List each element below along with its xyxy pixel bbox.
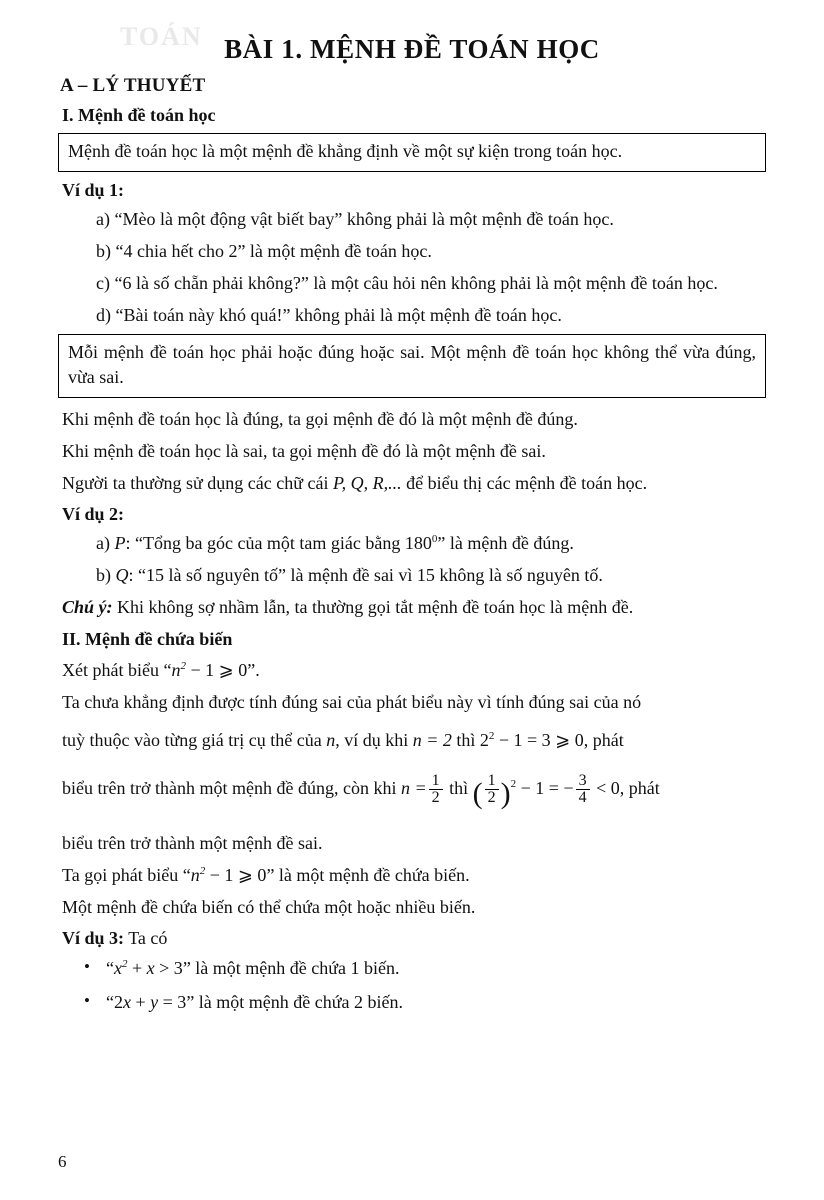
varline2-text-a: tuỳ thuộc vào từng giá trị cụ thể của — [62, 729, 327, 750]
section-heading-a: A – LÝ THUYẾT — [60, 75, 206, 97]
example-2-label: Ví dụ 2: — [62, 503, 125, 524]
varline3-text-d: < 0, — [591, 777, 625, 798]
example-2-item-a — [62, 530, 766, 557]
varline3-fraction-three-fourths — [576, 773, 590, 808]
example-3-list — [58, 955, 766, 1017]
list-item — [106, 989, 766, 1017]
variable-paragraph-line-3 — [62, 764, 766, 824]
example-2-item-b — [62, 562, 766, 589]
varline2-text-b: , ví dụ khi — [335, 729, 413, 750]
varline3-fraction2-numerator: 3 — [578, 771, 587, 789]
item2-var1: x — [123, 991, 131, 1012]
statement-variable: n — [171, 659, 181, 680]
varline3-text-c: − 1 = − — [516, 777, 574, 798]
example-1-item-d: d) “Bài toán này khó quá!” không phải là một mệnh đề toán học. — [96, 304, 562, 325]
section-heading-2: II. Mệnh đề chứa biến — [62, 628, 233, 649]
varline2-text-d: phát — [588, 729, 624, 750]
item2-rest: = 3 — [158, 991, 187, 1012]
varline2-equation-2-rest: − 1 = 3 ⩾ 0, — [494, 729, 589, 750]
example-1-label: Ví dụ 1: — [62, 179, 125, 200]
varline3-variable-n: n = — [400, 777, 427, 798]
item1-suffix: ” là một mệnh đề chứa 1 biến. — [182, 957, 400, 978]
varline2-equation-1: n = 2 — [412, 729, 452, 750]
varline3-fraction-denominator: 2 — [429, 789, 443, 807]
example-2-b-text: : “15 là số nguyên tố” là mệnh đề sai vì 15 không là số nguyên tố. — [128, 564, 603, 585]
call-superscript: 2 — [199, 864, 206, 877]
definition-box-1: Mệnh đề toán học là một mệnh đề khẳng định về một sự kiện trong toán học. — [58, 133, 766, 172]
page-title: BÀI 1. MỆNH ĐỀ TOÁN HỌC — [224, 34, 600, 64]
example-2-a-text-1: : “Tổng ba góc của một tam giác bằng 180 — [125, 532, 432, 553]
varline2-equation-2-base: 2 — [479, 729, 489, 750]
note-paragraph — [62, 594, 766, 621]
statement-line — [62, 657, 766, 684]
right-paren: ) — [500, 776, 511, 810]
note-text: Khi không sợ nhầm lẫn, ta thường gọi tắt mệnh đề toán học là mệnh đề. — [112, 596, 634, 617]
paragraph-letters-before: Người ta thường sử dụng các chữ cái — [62, 472, 333, 493]
varline3-paren-numerator: 1 — [487, 771, 496, 789]
item1-var2: x — [146, 957, 155, 978]
example-3-text: Ta có — [124, 927, 168, 948]
watermark-text: TOÁN — [120, 22, 203, 51]
variable-paragraph-line-4: biểu trên trở thành một mệnh đề sai. — [62, 832, 323, 853]
list-item — [106, 955, 766, 983]
varline2-text-c: thì — [451, 729, 480, 750]
item2-suffix: ” là một mệnh đề chứa 2 biến. — [186, 991, 403, 1012]
call-prefix: Ta gọi phát biểu “ — [62, 864, 191, 885]
definition-box-2: Mỗi mệnh đề toán học phải hoặc đúng hoặc sai. Một mệnh đề toán học không thể vừa đúng, vừa sai. — [58, 334, 766, 398]
varline2-equation-2-superscript: 2 — [488, 729, 495, 742]
paragraph-letters — [62, 470, 766, 497]
example-1-item-c: c) “6 là số chẵn phải không?” là một câu hỏi nên không phải là một mệnh đề toán học. — [96, 272, 718, 293]
example-1-item-a: a) “Mèo là một động vật biết bay” không phải là một mệnh đề toán học. — [96, 208, 614, 229]
item2-mid: + — [131, 991, 151, 1012]
left-paren: ( — [472, 776, 483, 810]
item2-var2: y — [150, 991, 159, 1012]
example-3-label-line — [62, 928, 766, 949]
note-label: Chú ý: — [62, 596, 113, 617]
item1-var1: x — [114, 957, 122, 978]
example-2-a-text-2: ” là mệnh đề đúng. — [437, 532, 574, 553]
paragraph-letters-after: để biểu thị các mệnh đề toán học. — [401, 472, 648, 493]
item1-prefix: “ — [106, 957, 114, 978]
item1-rest: > 3 — [154, 957, 183, 978]
varline3-fraction-numerator: 1 — [431, 771, 440, 789]
varline3-text-e: phát — [624, 777, 660, 798]
varline3-text-b: thì — [444, 777, 473, 798]
item2-prefix: “2 — [106, 991, 123, 1012]
example-2-b-prefix: b) — [96, 564, 116, 585]
statement-rest: − 1 ⩾ 0 — [185, 659, 248, 680]
call-suffix: ” là một mệnh đề chứa biến. — [266, 864, 470, 885]
item1-sup1: 2 — [122, 957, 128, 970]
call-variable: n — [190, 864, 200, 885]
call-rest: − 1 ⩾ 0 — [205, 864, 267, 885]
varline3-fraction-one-half — [429, 773, 443, 808]
paragraph-true-statement: Khi mệnh đề toán học là đúng, ta gọi mệnh đề đó là một mệnh đề đúng. — [62, 408, 578, 429]
varline3-fraction2-denominator: 4 — [576, 789, 590, 807]
call-statement-paragraph — [62, 862, 766, 889]
page-number: 6 — [58, 1152, 67, 1171]
varline2-variable-n: n — [326, 729, 336, 750]
example-2-a-prefix: a) — [96, 532, 115, 553]
statement-superscript: 2 — [180, 659, 186, 672]
example-2-a-var: P — [114, 532, 126, 553]
example-3-label: Ví dụ 3: — [62, 927, 125, 948]
varline3-paren-superscript: 2 — [510, 777, 517, 790]
example-2-a-superscript: 0 — [431, 532, 438, 545]
section-heading-1: I. Mệnh đề toán học — [62, 105, 216, 126]
multi-variable-paragraph: Một mệnh đề chứa biến có thể chứa một hoặc nhiều biến. — [62, 896, 476, 917]
variable-paragraph-line-1: Ta chưa khẳng định được tính đúng sai của phát biểu này vì tính đúng sai của nó — [62, 691, 642, 712]
variable-paragraph-line-2 — [62, 722, 766, 758]
item1-mid: + — [127, 957, 147, 978]
example-2-b-var: Q — [115, 564, 129, 585]
example-1-item-b: b) “4 chia hết cho 2” là một mệnh đề toán học. — [96, 240, 432, 261]
statement-suffix: ”. — [247, 659, 260, 680]
varline3-paren-denominator: 2 — [485, 789, 499, 807]
varline3-text-a: biểu trên trở thành một mệnh đề đúng, còn khi — [62, 777, 401, 798]
paragraph-false-statement: Khi mệnh đề toán học là sai, ta gọi mệnh đề đó là một mệnh đề sai. — [62, 440, 546, 461]
paragraph-letters-math: P, Q, R,... — [333, 472, 402, 493]
varline3-paren-fraction — [485, 773, 499, 808]
statement-prefix: Xét phát biểu “ — [62, 659, 172, 680]
